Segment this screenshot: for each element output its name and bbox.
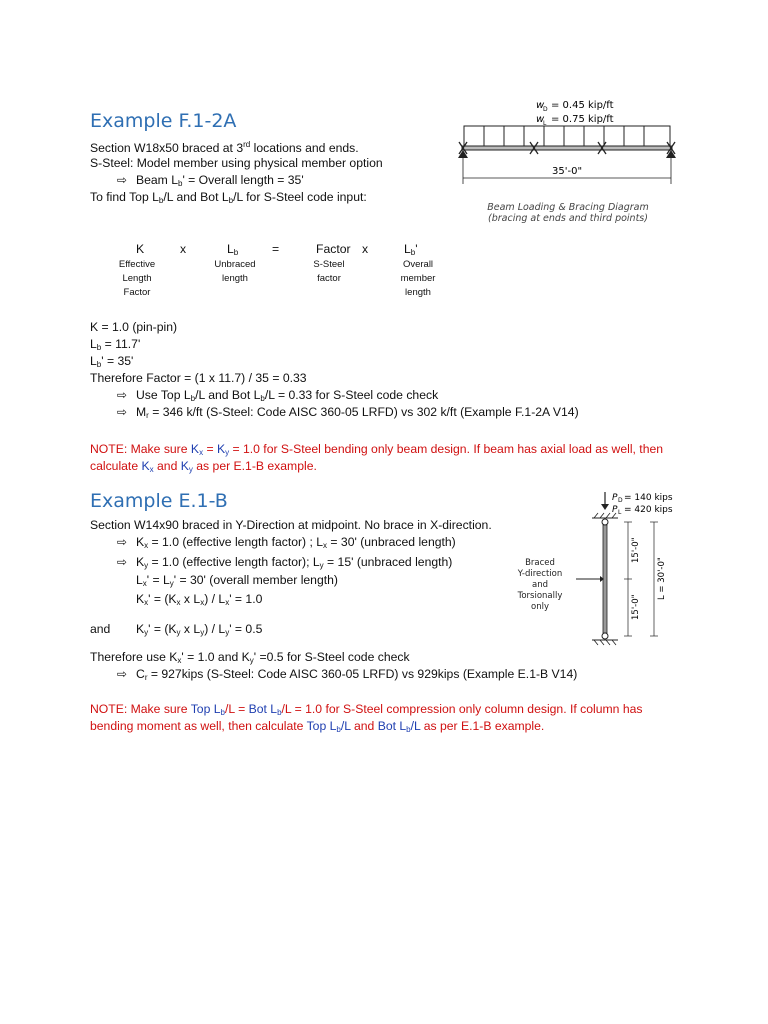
example-e1b-heading: Example E.1-B bbox=[90, 490, 228, 512]
wl-symbol: w bbox=[536, 114, 545, 125]
lbp-value: $L_b' = 35'$ bbox=[90, 354, 134, 369]
mr-line: ⇨ $M_r = 346$ k/ft (S-Steel: Code AISC 360-05 LRFD) vs 302 k/ft (Example F.1-2A V14) bbox=[108, 403, 579, 425]
note-column-line2: bending moment as well, then calculate Top $L_b/L$ and Bot $L_b/L$ as per E.1-B example. bbox=[90, 719, 545, 734]
model-line: S-Steel: Model member using physical member option bbox=[90, 156, 383, 170]
arrow-icon: ⇨ bbox=[116, 535, 128, 549]
pl-label: = 420 kips bbox=[624, 505, 673, 515]
note-beam-line1: NOTE: Make sure $K_x = K_y = 1.0$ for S-Steel bending only beam design. If beam has axial load as well, then bbox=[90, 442, 664, 457]
arrow-icon: ⇨ bbox=[116, 667, 128, 681]
formula-k-desc: Effective Length Factor bbox=[118, 259, 156, 298]
load-arrows bbox=[484, 126, 644, 146]
pd-symbol: P bbox=[612, 493, 618, 503]
braced-note: Braced Y-direction and Torsionally only bbox=[517, 558, 563, 612]
formula-x1: x bbox=[180, 242, 187, 256]
arrow-icon: ⇨ bbox=[116, 388, 128, 402]
note-beam-line2: calculate $K_x$ and $K_y$ as per E.1-B example. bbox=[90, 459, 317, 474]
arrow-icon: ⇨ bbox=[116, 555, 128, 569]
pd-sub: D bbox=[618, 497, 623, 504]
formula-factor: Factor bbox=[316, 242, 351, 256]
wd-label: = 0.45 kip/ft bbox=[551, 100, 614, 111]
pl-sub: L bbox=[618, 509, 622, 516]
bottom-pin bbox=[602, 633, 608, 639]
arrow-icon: ⇨ bbox=[116, 405, 128, 419]
beam-length-line: ⇨ Beam $L_b'$ = Overall length = 35' bbox=[108, 171, 304, 193]
section-line-2: Section W14x90 braced in Y-Direction at midpoint. No brace in X-direction. bbox=[90, 518, 492, 532]
find-line: To find Top $L_b/L$ and Bot $L_b/L$ for S-Steel code input: bbox=[90, 190, 367, 205]
formula-k: K bbox=[136, 242, 145, 256]
therefore-use-line: Therefore use $K_x' = 1.0$ and $K_y' =0.5$ for S-Steel code check bbox=[90, 650, 410, 665]
distributed-load bbox=[464, 126, 670, 146]
ky-line: ⇨ $K_y = 1.0$ (effective length factor); $L_y = 15'$ (unbraced length) bbox=[108, 553, 452, 575]
therefore-factor: Therefore Factor = (1 x 11.7) / 35 = 0.33 bbox=[90, 371, 307, 385]
cr-line: ⇨ $C_r$ = 927kips (S-Steel: Code AISC 360-05 LRFD) vs 929kips (Example E.1-B V14) bbox=[108, 665, 577, 687]
section-line: Section W18x50 braced at 3rd locations and ends. bbox=[90, 140, 359, 155]
formula-lb-desc: Unbraced length bbox=[214, 259, 256, 284]
formula-lbp-desc: Overall member length bbox=[400, 259, 436, 298]
pd-label: = 140 kips bbox=[624, 493, 673, 503]
k-value: K = 1.0 (pin-pin) bbox=[90, 320, 178, 334]
wd-sub: D bbox=[543, 106, 548, 113]
formula-eq: = bbox=[272, 242, 280, 256]
ky-prime-line: $K_y' = (K_y$ x $L_y) / L_y' = 0.5$ bbox=[136, 622, 263, 637]
arrow-icon: ⇨ bbox=[116, 173, 128, 187]
wl-sub: L bbox=[543, 120, 547, 127]
example-f12a-heading: Example F.1-2A bbox=[90, 110, 237, 132]
wl-label: = 0.75 kip/ft bbox=[551, 114, 614, 125]
note-column-line1: NOTE: Make sure Top $L_b/L$ = Bot $L_b/L = 1.0$ for S-Steel compression only column design. If column has bbox=[90, 702, 643, 717]
pl-symbol: P bbox=[612, 505, 618, 515]
formula-factor-desc: S-Steel factor bbox=[313, 259, 345, 284]
dim-lower-label: 15'-0" bbox=[631, 594, 641, 620]
kx-prime-line: $K_x' = (K_x$ x $L_x) / L_x' = 1.0$ bbox=[136, 592, 263, 607]
formula-lb: $L_b$ bbox=[227, 242, 239, 257]
dim-upper-label: 15'-0" bbox=[631, 537, 641, 563]
and-label: and bbox=[90, 622, 111, 636]
wd-symbol: w bbox=[536, 100, 545, 111]
formula-lbp: $L_b'$ bbox=[404, 242, 418, 257]
beam-diagram-caption: Beam Loading & Bracing Diagram (bracing at ends and third points) bbox=[487, 202, 649, 224]
use-factor-line: ⇨ Use Top $L_b/L$ and Bot $L_b/L = 0.33$ for S-Steel code check bbox=[108, 386, 438, 408]
dim-total-label: L = 30'-0" bbox=[657, 557, 667, 600]
lx-ly-line: $L_x' = L_y' = 30'$ (overall member length) bbox=[136, 573, 338, 588]
kx-line: ⇨ $K_x = 1.0$ (effective length factor) ; $L_x = 30'$ (unbraced length) bbox=[108, 533, 456, 555]
beam bbox=[462, 146, 672, 150]
span-label: 35'-0" bbox=[552, 166, 583, 177]
formula-x2: x bbox=[362, 242, 369, 256]
lb-value: $L_b = 11.7'$ bbox=[90, 337, 141, 352]
top-pin bbox=[602, 519, 608, 525]
